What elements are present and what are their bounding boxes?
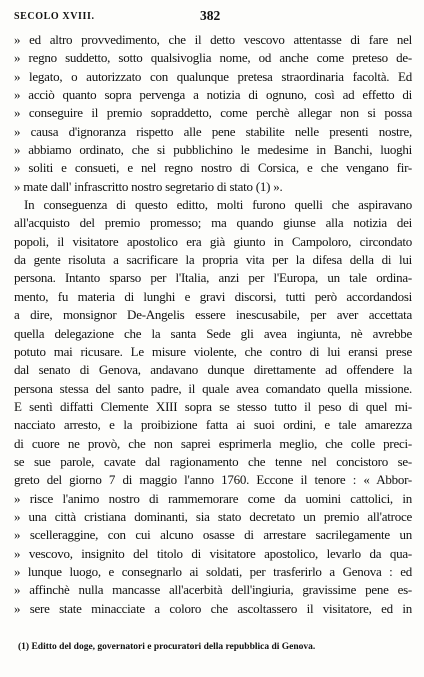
text-line: » causa d'ignoranza rispetto alle pene stabilite nelle presenti nostre, [14, 123, 412, 139]
text-line: persona stessa del santo padre, il quale avea comandato quella missione. [14, 380, 412, 396]
text-line: » conseguire il premio sopraddetto, come perchè allegar non si possa [14, 105, 412, 121]
page-number: 382 [200, 8, 221, 23]
text-line: dal senato di Genova, andavano dunque direttamente ad offendere la [14, 362, 412, 378]
text-line: da gente risoluta a sacrificare la propria vita per la difesa della di lui [14, 252, 412, 268]
text-line: a dire, monsignor De-Angelis essere inescusabile, per aver accettata [14, 307, 412, 323]
text-line: nacciato arresto, e la proibizione fatta ai suoi ordini, e tale amarezza [14, 417, 412, 433]
text-line: In conseguenza di questo editto, molti furono quelli che aspiravano [24, 197, 412, 213]
text-line: mento, fu materia di lunghi e gravi discorsi, tutti però accordandosi [14, 288, 412, 304]
text-line: » una città cristiana dominanti, sia stato decretato un premio all'atroce [14, 508, 412, 524]
body-text [14, 31, 412, 618]
text-line: greto del giorno 7 di maggio l'anno 1760. Eccone il tenore : « Abbor- [14, 472, 412, 488]
text-line: » affinchè nulla mancasse all'acerbità dell'ingiuria, gravissime pene es- [14, 582, 412, 598]
text-line: » ed altro provvedimento, che il detto vescovo attentasse di fare nel [14, 32, 412, 47]
text-line: E sentì diffatti Clemente XIII sopra se stesso tutto il peso di quel mi- [14, 398, 412, 414]
text-line: persona. Intanto sparso per l'Italia, anzi per l'Europa, un tale ordina- [14, 270, 412, 286]
text-line: » lunque luogo, e consegnarlo ai soldati, per trasferirlo a Genova : ed [14, 563, 412, 579]
text-line: popoli, il visitatore apostolico era già giunto in Campoloro, circondato [14, 233, 412, 249]
text-line: » abbiamo ordinato, che si pubblichino le medesime in Banchi, luoghi [14, 142, 412, 158]
text-line: di cuore ne provò, che non saprei esprimerla meglio, che colle preci- [14, 435, 412, 451]
text-line: quella delegazione che la santa Sede gli avea ingiunta, nè avrebbe [14, 325, 412, 341]
footnote: (1) Editto del doge, governatori e procuratori della repubblica di Genova. [18, 642, 316, 652]
text-line: » mate dall' infrascritto nostro segretario di stato (1) ». [14, 178, 283, 194]
text-line: se sue parole, cavate dal ragionamento che tenne nel concistoro se- [14, 453, 412, 469]
page-header [14, 8, 410, 26]
text-line: » vescovo, insignito del titolo di visitatore apostolico, levarlo da qua- [14, 545, 412, 561]
text-line: » risce l'animo nostro di rammemorare come da uomini cattolici, in [14, 490, 412, 506]
text-line: » legato, o autorizzato con qualunque pretesa straordinaria facoltà. Ed [14, 68, 412, 84]
running-head: SECOLO XVIII. [14, 11, 95, 22]
text-line: » soliti e consueti, e nel regno nostro di Corsica, e che vengano fir- [14, 160, 412, 176]
text-line: » regno suddetto, sotto qualsivoglia nome, od anche come preteso de- [14, 50, 412, 66]
text-line: » sere state minacciate a coloro che ascoltassero il visitatore, ed in [14, 600, 412, 616]
text-line: » scelleraggine, con cui alcuno osasse di arrestare sacrilegamente un [14, 527, 412, 543]
text-line: all'acquisto del premio promesso; ma quando giunse alla notizia dei [14, 215, 412, 231]
text-line: potuto mai ricusare. Le misure violente, che contro di lui eransi prese [14, 343, 412, 359]
text-line: » acciò quanto sopra pervenga a notizia di ognuno, così ad effetto di [14, 87, 412, 103]
